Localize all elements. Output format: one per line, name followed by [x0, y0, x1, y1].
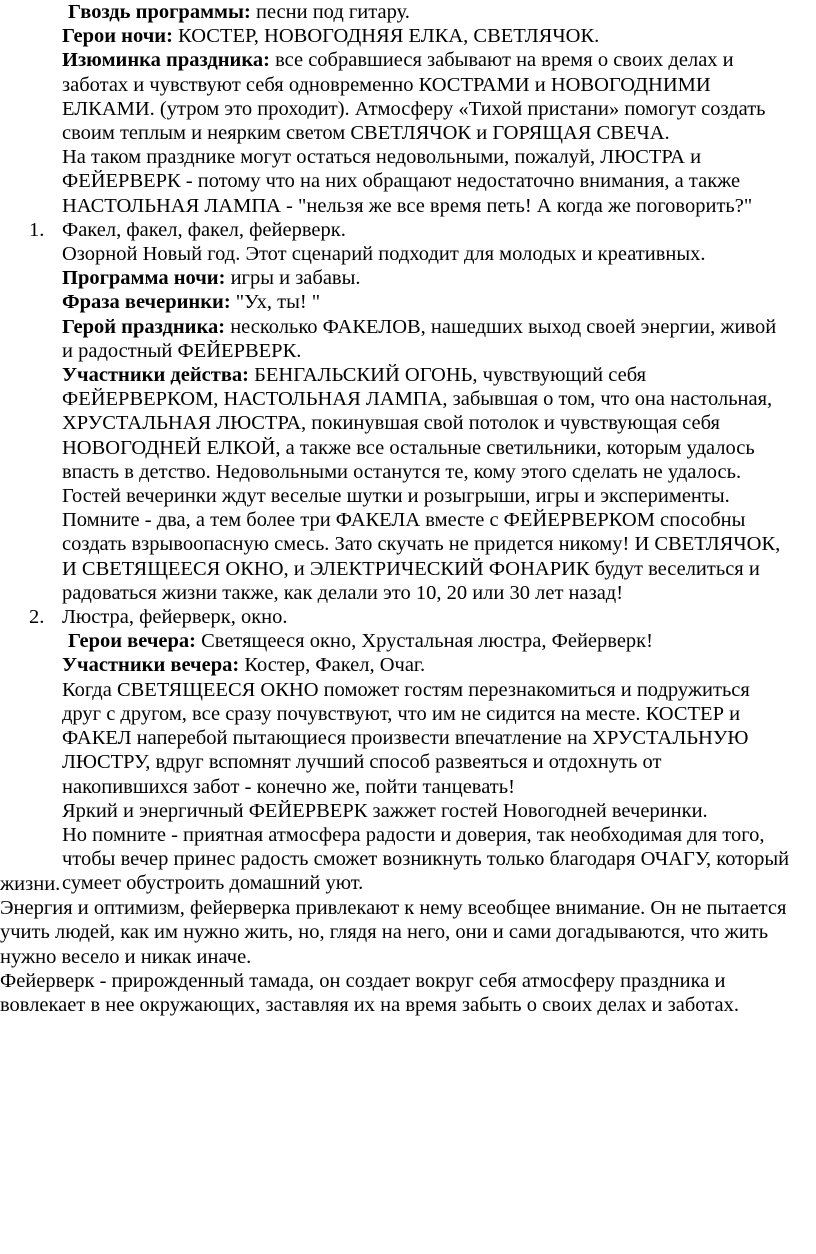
heroes-label: Герои ночи: — [62, 25, 173, 48]
item1-participants-line-5: впасть в детство. Недовольными останутся те, кому этого сделать не удалось. — [62, 460, 742, 483]
item1-desc: Озорной Новый год. Этот сценарий подходит для молодых и креативных. — [62, 243, 706, 266]
highlight-label: Гвоздь программы: — [68, 1, 251, 23]
heroes-text: КОСТЕР, НОВОГОДНЯЯ ЕЛКА, СВЕТЛЯЧОК. — [172, 25, 600, 48]
item1-participants-line-1 — [62, 363, 816, 387]
item2-window-line-2: друг с другом, все сразу почувствуют, что им не сидится на месте. КОСТЕР и — [62, 702, 741, 725]
item2-participants-line — [62, 653, 816, 677]
unhappy-line-2: ФЕЙЕРВЕРК - потому что на них обращают недостаточно внимания, а также — [62, 170, 741, 193]
twist-line-3: ЕЛКАМИ. (утром это проходит). Атмосферу «Тихой пристани» помогут создать — [62, 97, 766, 120]
item1-participants-text-1: БЕНГАЛЬСКИЙ ОГОНЬ, чувствующий себя — [249, 364, 647, 387]
intro-section — [62, 0, 816, 218]
item2-title: Люстра, фейерверк, окно. — [62, 606, 288, 629]
item1-participants-line-4: НОВОГОДНЕЙ ЕЛКОЙ, а также все остальные светильники, которым удалось — [62, 436, 755, 459]
item2-participants-label: Участники вечера: — [62, 654, 240, 677]
list-number-2: 2. — [29, 606, 45, 629]
item2-fireworks-line: Яркий и энергичный ФЕЙЕРВЕРК зажжет гостей Новогодней вечеринки. — [62, 799, 708, 822]
item2-heroes-text: Светящееся окно, Хрустальная люстра, Фейерверк! — [195, 630, 653, 653]
item2-window-line-5: накопившихся забот - конечно же, пойти танцевать! — [62, 775, 515, 798]
energy-line-2: учить людей, как им нужно жить, но, глядя на него, они и сами догадываются, что жить — [0, 921, 769, 944]
item1-guests-line-4: И СВЕТЯЩЕЕСЯ ОКНО, и ЭЛЕКТРИЧЕСКИЙ ФОНАРИК будут веселиться и — [62, 557, 760, 580]
item2-window-line-1: Когда СВЕТЯЩЕЕСЯ ОКНО поможет гостям перезнакомиться и подружиться — [62, 678, 750, 701]
highlight-text: песни под гитару. — [250, 1, 410, 23]
heroes-line — [62, 24, 816, 48]
indented-block — [29, 0, 816, 896]
tamada-line-1: Фейерверк - прирожденный тамада, он создает вокруг себя атмосферу праздника и — [0, 969, 726, 992]
twist-line-1 — [62, 48, 816, 72]
item1-hero-label: Герой праздника: — [62, 315, 226, 338]
item1-participants-line-2: ФЕЙЕРВЕРКОМ, НАСТОЛЬНАЯ ЛАМПА, забывшая о том, что она настольная, — [62, 388, 773, 411]
item1-hero-line-2: и радостный ФЕЙЕРВЕРК. — [62, 339, 302, 362]
item1-guests-line-5: радоваться жизни также, как делали это 10, 20 или 30 лет назад! — [62, 581, 624, 604]
twist-line-2: заботах и чувствуют себя одновременно КОСТРАМИ и НОВОГОДНИМИ — [62, 73, 711, 96]
item1-title: Факел, факел, факел, фейерверк. — [62, 218, 346, 241]
twist-label: Изюминка праздника: — [62, 49, 270, 72]
energy-line-1: Энергия и оптимизм, фейерверка привлекают к нему всеобщее внимание. Он не пытается — [0, 897, 787, 920]
list-item-1 — [29, 218, 816, 605]
item2-hearth-line-1: Но помните - приятная атмосфера радости и доверия, так необходимая для того, — [62, 823, 765, 846]
tail-block — [0, 872, 816, 1017]
item2-heroes-line — [62, 629, 816, 653]
twist-line-4: своим теплым и неярким светом СВЕТЛЯЧОК и ГОРЯЩАЯ СВЕЧА. — [62, 122, 670, 145]
twist-text-1: все собравшиеся забывают на время о своих делах и — [269, 49, 734, 72]
item1-program-label: Программа ночи: — [62, 267, 226, 290]
item1-guests-line-1: Гостей вечеринки ждут веселые шутки и розыгрыши, игры и эксперименты. — [62, 485, 730, 508]
item2-window-line-3: ФАКЕЛ наперебой пытающиеся произвести впечатление на ХРУСТАЛЬНУЮ — [62, 727, 749, 750]
item2-participants-text: Костер, Факел, Очаг. — [239, 654, 426, 677]
item1-participants-line-3: ХРУСТАЛЬНАЯ ЛЮСТРА, покинувшая свой потолок и чувствующая себя — [62, 412, 720, 435]
tail-line-0: жизни. — [0, 873, 61, 895]
tamada-line-2: вовлекает в нее окружающих, заставляя их на время забыть о своих делах и заботах. — [0, 994, 739, 1017]
item1-hero-line-1 — [62, 315, 816, 339]
item2-hearth-line-3: сумеет обустроить домашний уют. — [62, 872, 364, 895]
unhappy-line-1: На таком празднике могут остаться недовольными, пожалуй, ЛЮСТРА и — [62, 146, 702, 169]
energy-line-3: нужно весело и никак иначе. — [0, 945, 252, 968]
item1-phrase-line — [62, 290, 816, 314]
highlight-line — [62, 0, 816, 24]
item1-hero-text-1: несколько ФАКЕЛОВ, нашедших выход своей энергии, живой — [225, 315, 777, 338]
item1-phrase-label: Фраза вечеринки: — [62, 291, 231, 314]
unhappy-line-3: НАСТОЛЬНАЯ ЛАМПА - "нельзя же все время петь! А когда же поговорить?" — [62, 194, 753, 217]
item1-phrase-text: "Ух, ты! " — [230, 291, 321, 314]
item1-participants-label: Участники действа: — [62, 364, 249, 387]
item2-hearth-line-2: чтобы вечер принес радость сможет возникнуть только благодаря ОЧАГУ, который — [62, 848, 790, 871]
item1-guests-line-3: создать взрывоопасную смесь. Зато скучать не придется никому! И СВЕТЛЯЧОК, — [62, 533, 781, 556]
item1-program-line — [62, 266, 816, 290]
item2-heroes-label: Герои вечера: — [68, 630, 196, 653]
list-number-1: 1. — [29, 218, 45, 241]
item1-guests-line-2: Помните - два, а тем более три ФАКЕЛА вместе с ФЕЙЕРВЕРКОМ способны — [62, 509, 746, 532]
item1-program-text: игры и забавы. — [225, 267, 361, 290]
item2-window-line-4: ЛЮСТРУ, вдруг вспомнят лучший способ развеяться и отдохнуть от — [62, 751, 662, 774]
